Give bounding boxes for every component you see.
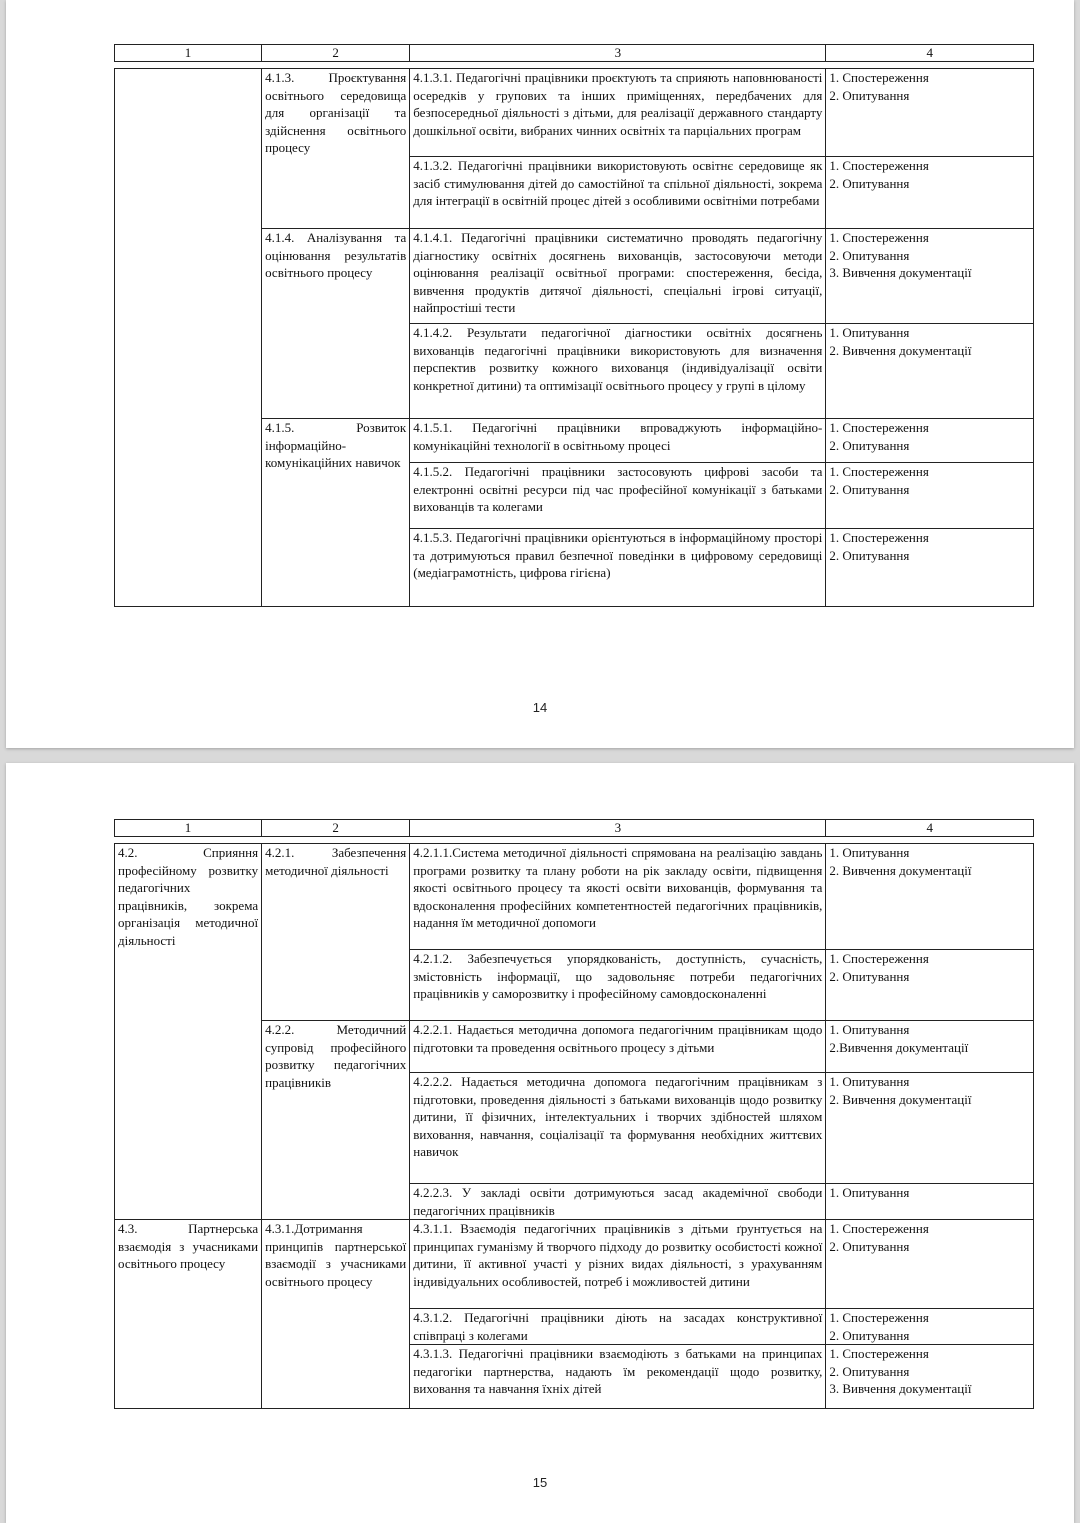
method-item: 1. Спостереження bbox=[829, 464, 929, 479]
page-2-table-container bbox=[114, 819, 1034, 1409]
indicator-cell: 4.1.3.1. Педагогічні працівники проєктують та сприяють наповнюваності осередків у групових та інших приміщеннях, передбачених для безпосередньої діяльності з дітьми, для реалізації державного стандарту дошкільної освіти, вибраних чинних освітніх та парціальних програм bbox=[410, 69, 826, 157]
methods-cell bbox=[826, 229, 1034, 324]
method-item: 2. Вивчення документації bbox=[829, 342, 972, 358]
method-item: 2. Опитування bbox=[829, 247, 910, 263]
indicator-cell: 4.1.5.3. Педагогічні працівники орієнтуються в інформаційному просторі та дотримуються правил безпечної поведінки в цифровому середовищі (медіаграмотність, цифрова гігієна) bbox=[410, 529, 826, 607]
indicator-cell: 4.2.2.2. Надається методична допомога педагогічним працівникам з підготовки, проведення діяльності з батьками вихованців щодо розвитку дитини, її фізичних, інтелектуальних і творчих здібностей шляхом виховання, навчання, соціалізації та формування необхідних життєвих навичок bbox=[410, 1073, 826, 1184]
indicator-cell: 4.2.2.3. У закладі освіти дотримуються засад академічної свободи педагогічних працівників bbox=[410, 1184, 826, 1220]
method-item: 1. Спостереження bbox=[829, 420, 929, 435]
method-item: 2. Опитування bbox=[829, 968, 910, 984]
spacer-cell bbox=[115, 837, 1034, 844]
methods-cell bbox=[826, 69, 1034, 157]
document-page-2 bbox=[6, 763, 1074, 1523]
method-item: 1. Спостереження bbox=[829, 230, 929, 245]
indicator-cell: 4.1.5.1. Педагогічні працівники впроваджують інформаційно-комунікаційні технології в освітньому процесі bbox=[410, 419, 826, 463]
method-item: 2. Опитування bbox=[829, 87, 910, 103]
indicator-cell: 4.3.1.1. Взаємодія педагогічних працівників з дітьми ґрунтується на принципах гуманізму й творчого підходу до розвитку особистості кожної дитини, її активної участі у різних видах діяльності, з урахуванням індивідуальних особливостей, потреб і можливостей дитини bbox=[410, 1220, 826, 1309]
methods-cell bbox=[826, 1184, 1034, 1220]
column-header-4: 4 bbox=[826, 45, 1034, 62]
method-item: 1. Спостереження bbox=[829, 158, 929, 173]
indicator-cell: 4.3.1.2. Педагогічні працівники діють на засадах конструктивної співпраці з колегами bbox=[410, 1309, 826, 1345]
indicator-cell: 4.2.2.1. Надається методична допомога педагогічним працівникам щодо підготовки та проведення освітнього процесу з дітьми bbox=[410, 1021, 826, 1073]
method-item: 2. Опитування bbox=[829, 481, 910, 497]
method-item: 2. Опитування bbox=[829, 437, 910, 453]
table-row bbox=[115, 1220, 1034, 1309]
methods-cell bbox=[826, 1220, 1034, 1309]
document-page-1 bbox=[6, 0, 1074, 748]
criteria-table bbox=[114, 44, 1034, 607]
criterion-cell: 4.3. Партнерська взаємодія з учасниками освітнього процесу bbox=[115, 1220, 262, 1409]
method-item: 1. Спостереження bbox=[829, 1221, 929, 1236]
method-item: 2. Опитування bbox=[829, 1363, 910, 1379]
indicator-cell: 4.1.3.2. Педагогічні працівники використовують освітнє середовище як засіб стимулювання дітей до самостійної та спільної діяльності, зокрема для інтеграції в освітній процес дітей з особливими освітніми потребами bbox=[410, 157, 826, 229]
method-item: 1. Опитування bbox=[829, 1185, 910, 1200]
method-item: 3. Вивчення документації bbox=[829, 265, 972, 280]
method-item: 1. Опитування bbox=[829, 325, 910, 340]
methods-cell bbox=[826, 529, 1034, 607]
methods-cell bbox=[826, 1309, 1034, 1345]
methods-cell bbox=[826, 419, 1034, 463]
column-header-2: 2 bbox=[262, 820, 410, 837]
methods-cell bbox=[826, 463, 1034, 529]
table-row bbox=[115, 69, 1034, 157]
method-item: 1. Спостереження bbox=[829, 951, 929, 966]
requirement-cell: 4.2.1. Забезпечення методичної діяльності bbox=[262, 844, 410, 1021]
method-item: 1. Опитування bbox=[829, 1022, 910, 1037]
method-item: 1. Спостереження bbox=[829, 70, 929, 85]
method-item: 1. Спостереження bbox=[829, 530, 929, 545]
method-item: 1. Спостереження bbox=[829, 1346, 929, 1361]
method-item: 3. Вивчення документації bbox=[829, 1381, 972, 1396]
criterion-cell: 4.2. Сприяння професійному розвитку педагогічних працівників, зокрема організація методичної діяльності bbox=[115, 844, 262, 1220]
method-item: 2. Опитування bbox=[829, 547, 910, 563]
methods-cell bbox=[826, 1021, 1034, 1073]
column-header-1: 1 bbox=[115, 45, 262, 62]
column-header-4: 4 bbox=[826, 820, 1034, 837]
method-item: 1. Опитування bbox=[829, 845, 910, 860]
criterion-cell bbox=[115, 69, 262, 607]
indicator-cell: 4.2.1.1.Система методичної діяльності спрямована на реалізацію завдань програми розвитку та плану роботи на рік закладу освіти, підвищення якості освітнього процесу та якості освіти вихованців, формування та вдосконалення професійних компетентностей педагогічних працівників, надання їм методичної допомоги bbox=[410, 844, 826, 950]
methods-cell bbox=[826, 324, 1034, 419]
page-number: 14 bbox=[532, 700, 548, 715]
spacer-cell bbox=[115, 62, 1034, 69]
method-item: 2.Вивчення документації bbox=[829, 1039, 969, 1055]
method-item: 2. Вивчення документації bbox=[829, 1091, 972, 1107]
indicator-cell: 4.3.1.3. Педагогічні працівники взаємодіють з батьками на принципах педагогіки партнерства, надають їм рекомендації щодо розвитку, виховання та навчання їхніх дітей bbox=[410, 1345, 826, 1409]
method-item: 2. Опитування bbox=[829, 175, 910, 191]
column-header-3: 3 bbox=[410, 45, 826, 62]
requirement-cell: 4.1.5. Розвиток інформаційно-комунікаційних навичок bbox=[262, 419, 410, 607]
requirement-cell: 4.3.1.Дотримання принципів партнерської взаємодії з учасниками освітнього процесу bbox=[262, 1220, 410, 1409]
method-item: 1. Опитування bbox=[829, 1074, 910, 1089]
methods-cell bbox=[826, 1345, 1034, 1409]
indicator-cell: 4.1.4.2. Результати педагогічної діагностики освітніх досягнень вихованців педагогічні працівники використовують для визначення перспектив розвитку кожного вихованця (індивідуалізації освіти конкретної дитини) та оптимізації освітнього процесу у групі в цілому bbox=[410, 324, 826, 419]
methods-cell bbox=[826, 844, 1034, 950]
indicator-cell: 4.1.4.1. Педагогічні працівники систематично проводять педагогічну діагностику освітніх досягнень вихованців, застосовуючи методи оцінювання реалізації освітньої програми: спостереження, бесіда, вивчення продуктів дитячої діяльності, спеціальні ігрові ситуації, найпростіші тести bbox=[410, 229, 826, 324]
method-item: 2. Опитування bbox=[829, 1327, 910, 1343]
methods-cell bbox=[826, 1073, 1034, 1184]
methods-cell bbox=[826, 950, 1034, 1021]
table-header-row bbox=[115, 45, 1034, 62]
column-header-3: 3 bbox=[410, 820, 826, 837]
table-header-row bbox=[115, 820, 1034, 837]
header-spacer bbox=[115, 837, 1034, 844]
requirement-cell: 4.2.2. Методичний супровід професійного розвитку педагогічних працівників bbox=[262, 1021, 410, 1220]
method-item: 2. Опитування bbox=[829, 1238, 910, 1254]
requirement-cell: 4.1.4. Аналізування та оцінювання результатів освітнього процесу bbox=[262, 229, 410, 419]
page-1-table-container bbox=[114, 44, 1034, 607]
column-header-2: 2 bbox=[262, 45, 410, 62]
methods-cell bbox=[826, 157, 1034, 229]
column-header-1: 1 bbox=[115, 820, 262, 837]
indicator-cell: 4.2.1.2. Забезпечується упорядкованість, доступність, сучасність, змістовність інформації, що задовольняє потреби педагогічних працівників у саморозвитку і професійному самовдосконаленні bbox=[410, 950, 826, 1021]
method-item: 1. Спостереження bbox=[829, 1310, 929, 1325]
method-item: 2. Вивчення документації bbox=[829, 862, 972, 878]
page-number: 15 bbox=[532, 1475, 548, 1490]
requirement-cell: 4.1.3. Проєктування освітнього середовища для організації та здійснення освітнього процесу bbox=[262, 69, 410, 229]
indicator-cell: 4.1.5.2. Педагогічні працівники застосовують цифрові засоби та електронні освітні ресурси під час професійної комунікації з батьками вихованців та колегами bbox=[410, 463, 826, 529]
header-spacer bbox=[115, 62, 1034, 69]
criteria-table bbox=[114, 819, 1034, 1409]
table-row bbox=[115, 844, 1034, 950]
